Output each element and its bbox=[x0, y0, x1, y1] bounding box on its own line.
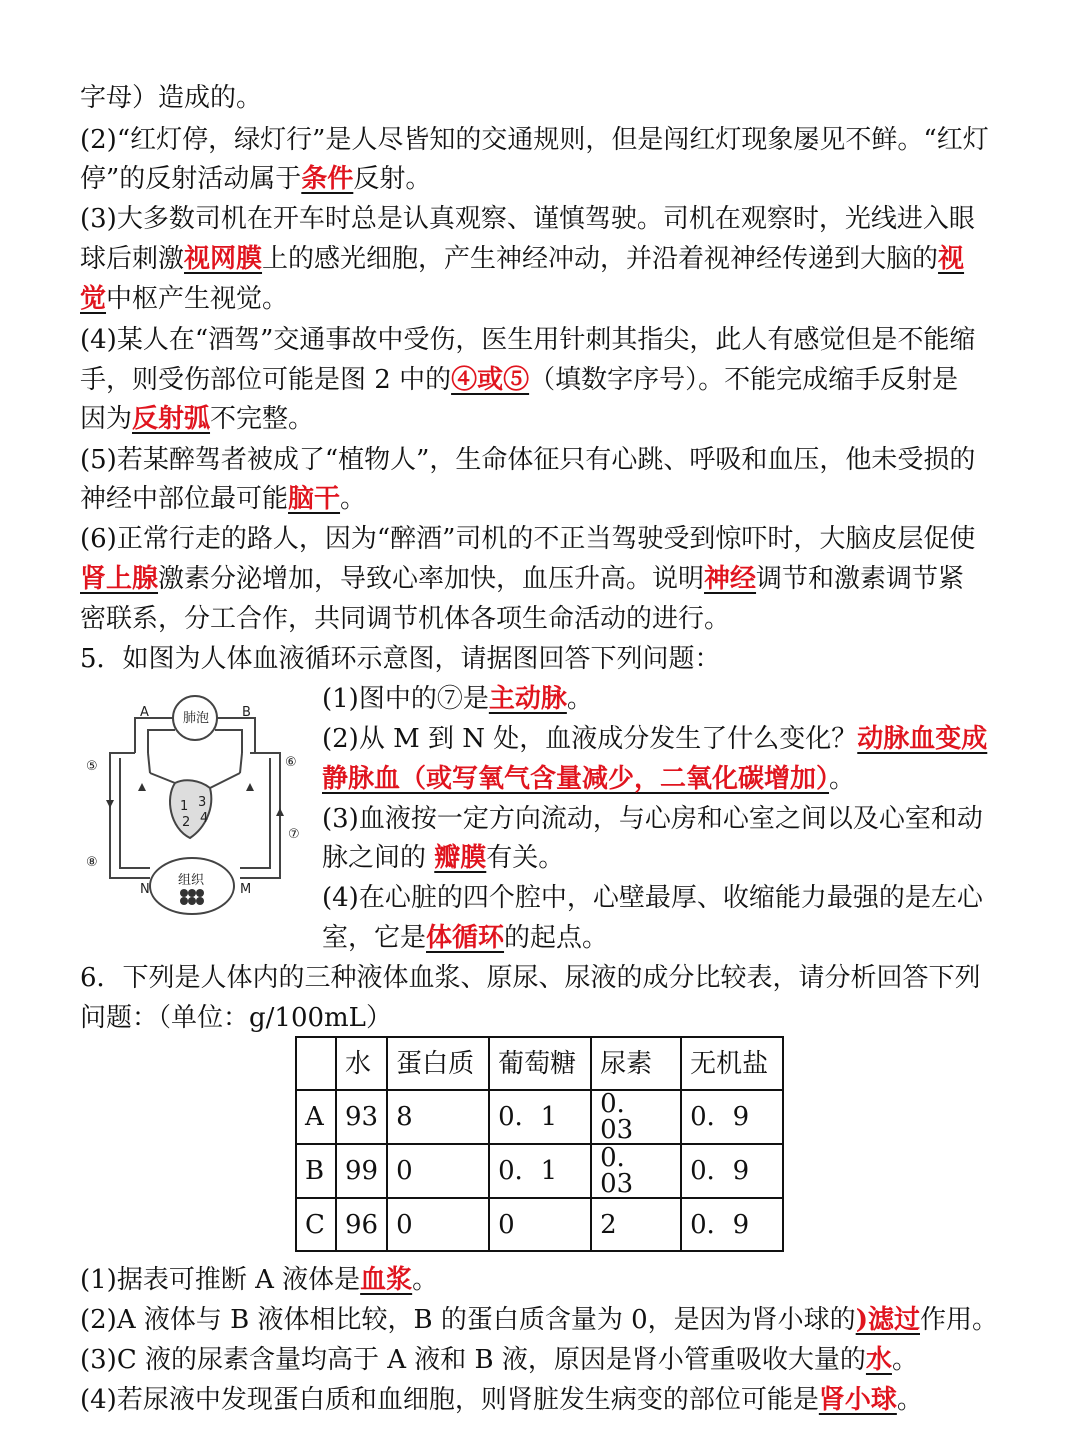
q-text: 。 bbox=[829, 764, 856, 794]
label-m: M bbox=[240, 882, 252, 897]
q3-line-3 bbox=[80, 281, 288, 321]
label-a: A bbox=[140, 705, 149, 720]
table-cell: 93 bbox=[336, 1090, 387, 1144]
table-cell: 0．9 bbox=[681, 1090, 783, 1144]
q5-text: 。 bbox=[340, 484, 367, 514]
answer-text: 肾小球 bbox=[818, 1385, 897, 1415]
p6-q1 bbox=[80, 1262, 438, 1302]
heart-label-2: 2 bbox=[182, 815, 191, 830]
table-cell: A bbox=[296, 1090, 336, 1144]
q-text: (3)C 液的尿素含量均高于 A 液和 B 液，原因是肾小管重吸收大量的 bbox=[80, 1345, 866, 1375]
table-cell: 0．1 bbox=[489, 1144, 591, 1198]
heart-label-4: 4 bbox=[200, 811, 209, 826]
table-cell: 0．03 bbox=[591, 1090, 681, 1144]
p5-title bbox=[80, 641, 721, 681]
q-text: 。 bbox=[891, 1345, 918, 1375]
q5-line-1 bbox=[80, 442, 975, 482]
table-cell: 0．1 bbox=[489, 1090, 591, 1144]
answer-text: 神经 bbox=[704, 564, 757, 594]
p5-q3-line-1 bbox=[322, 801, 983, 841]
question-title: 6．下列是人体内的三种液体血浆、原尿、尿液的成分比较表，请分析回答下列 bbox=[80, 963, 981, 993]
p6-q3 bbox=[80, 1342, 918, 1382]
p5-q4-line-2 bbox=[322, 920, 608, 960]
table-header-row bbox=[296, 1037, 783, 1090]
table-header-cell: 蛋白质 bbox=[387, 1037, 489, 1090]
q3-line-1 bbox=[80, 201, 975, 241]
blood-circulation-diagram bbox=[80, 688, 310, 923]
label-5: ⑤ bbox=[86, 759, 98, 774]
q-text: 。 bbox=[896, 1385, 923, 1415]
answer-text: 肾上腺 bbox=[80, 564, 159, 594]
q-text: 脉之间的 bbox=[322, 843, 435, 873]
q-text: (4)在心脏的四个腔中，心壁最厚、收缩能力最强的是左心 bbox=[322, 883, 983, 913]
p6-title-2 bbox=[80, 1000, 392, 1040]
q-text: 作用。 bbox=[920, 1305, 999, 1335]
q3-text: (3)大多数司机在开车时总是认真观察、谨慎驾驶。司机在观察时，光线进入眼 bbox=[80, 204, 975, 234]
p5-q3-line-2 bbox=[322, 840, 564, 880]
table-cell: 99 bbox=[336, 1144, 387, 1198]
intro-text: 字母）造成的。 bbox=[80, 83, 263, 113]
q6-line-1 bbox=[80, 521, 975, 561]
table-cell: 0 bbox=[387, 1198, 489, 1251]
p6-q4 bbox=[80, 1382, 923, 1422]
answer-text: ④或⑤ bbox=[451, 365, 530, 395]
label-6: ⑥ bbox=[285, 755, 297, 770]
label-7: ⑦ bbox=[288, 827, 300, 842]
q-text: (2)从 M 到 N 处，血液成分发生了什么变化？ bbox=[322, 724, 858, 754]
q-text: 。 bbox=[412, 1265, 439, 1295]
q2-text: 反射。 bbox=[353, 164, 432, 194]
q-text: 有关。 bbox=[486, 843, 565, 873]
composition-table bbox=[295, 1036, 784, 1252]
q4-text: 手，则受伤部位可能是图 2 中的 bbox=[80, 365, 452, 395]
p5-q2-line-1 bbox=[322, 721, 987, 761]
answer-text: 视网膜 bbox=[184, 244, 263, 274]
q-text: 室，它是 bbox=[322, 923, 427, 953]
q-text: (3)血液按一定方向流动，与心房和心室之间以及心室和动 bbox=[322, 804, 983, 834]
table-cell: 0．9 bbox=[681, 1144, 783, 1198]
q-text: 的起点。 bbox=[504, 923, 609, 953]
table-row bbox=[296, 1144, 783, 1198]
q5-line-2 bbox=[80, 481, 366, 521]
answer-text: 血浆 bbox=[360, 1265, 413, 1295]
q4-line-2 bbox=[80, 362, 958, 402]
q5-text: (5)若某醉驾者被成了“植物人”，生命体征只有心跳、呼吸和血压，他未受损的 bbox=[80, 445, 976, 475]
q2-text: (2)“红灯停，绿灯行”是人尽皆知的交通规则，但是闯红灯现象屡见不鲜。“红灯 bbox=[80, 125, 989, 155]
table-header-cell: 尿素 bbox=[591, 1037, 681, 1090]
q4-line-3 bbox=[80, 401, 314, 441]
tissue-label: 组织 bbox=[178, 873, 205, 888]
answer-text: 动脉血变成 bbox=[857, 724, 988, 754]
q4-line-1 bbox=[80, 322, 975, 362]
q-text: (1)据表可推断 A 液体是 bbox=[80, 1265, 361, 1295]
table-cell: B bbox=[296, 1144, 336, 1198]
p6-q2 bbox=[80, 1302, 998, 1342]
q2-line-2 bbox=[80, 161, 431, 201]
q2-line-1 bbox=[80, 122, 989, 162]
answer-text: 瓣膜 bbox=[434, 843, 487, 873]
heart-label-1: 1 bbox=[180, 799, 189, 814]
q3-line-2 bbox=[80, 241, 964, 281]
q6-line-3 bbox=[80, 601, 730, 641]
heart-label-3: 3 bbox=[198, 795, 207, 810]
table-cell: C bbox=[296, 1198, 336, 1251]
question-title: 问题：（单位：g/100mL） bbox=[80, 1003, 392, 1033]
text-line bbox=[80, 80, 262, 120]
table-cell: 2 bbox=[591, 1198, 681, 1251]
table-header-cell: 无机盐 bbox=[681, 1037, 783, 1090]
q6-line-2 bbox=[80, 561, 964, 601]
q6-text: 调节和激素调节紧 bbox=[756, 564, 965, 594]
q-text: (4)若尿液中发现蛋白质和血细胞，则肾脏发生病变的部位可能是 bbox=[80, 1385, 819, 1415]
q-text: (1)图中的⑦是 bbox=[322, 684, 489, 714]
table-row bbox=[296, 1090, 783, 1144]
table-row bbox=[296, 1198, 783, 1251]
answer-text: 静脉血（或写氧气含量减少，二氧化碳增加） bbox=[322, 764, 830, 794]
q2-text: 停”的反射活动属于 bbox=[80, 164, 302, 194]
label-n: N bbox=[140, 882, 150, 897]
answer-text: )滤过 bbox=[855, 1305, 920, 1335]
q-text: (2)A 液体与 B 液体相比较，B 的蛋白质含量为 0，是因为肾小球的 bbox=[80, 1305, 856, 1335]
table-cell: 0．9 bbox=[681, 1198, 783, 1251]
q4-text: 因为 bbox=[80, 404, 133, 434]
answer-text: 脑干 bbox=[288, 484, 341, 514]
q3-text: 中枢产生视觉。 bbox=[106, 284, 289, 314]
q6-text: 激素分泌增加，导致心率加快，血压升高。说明 bbox=[158, 564, 705, 594]
q4-text: (4)某人在“酒驾”交通事故中受伤，医生用针刺其指尖，此人有感觉但是不能缩 bbox=[80, 325, 976, 355]
table-header-cell: 葡萄糖 bbox=[489, 1037, 591, 1090]
q4-text: （填数字序号）。不能完成缩手反射是 bbox=[529, 365, 959, 395]
q4-text: 不完整。 bbox=[210, 404, 315, 434]
answer-text: 水 bbox=[865, 1345, 892, 1375]
table-cell: 0 bbox=[387, 1144, 489, 1198]
p5-q4-line-1 bbox=[322, 880, 983, 920]
p5-q2-line-2 bbox=[322, 761, 855, 801]
table-cell: 96 bbox=[336, 1198, 387, 1251]
answer-text: 体循环 bbox=[426, 923, 505, 953]
answer-text: 反射弧 bbox=[132, 404, 211, 434]
table-cell: 0 bbox=[489, 1198, 591, 1251]
q5-text: 神经中部位最可能 bbox=[80, 484, 289, 514]
table-header-cell bbox=[296, 1037, 336, 1090]
p6-title-1 bbox=[80, 960, 981, 1000]
label-8: ⑧ bbox=[86, 855, 98, 870]
table-cell: 8 bbox=[387, 1090, 489, 1144]
label-b: B bbox=[242, 705, 251, 720]
answer-text: 视 bbox=[938, 244, 965, 274]
answer-text: 条件 bbox=[301, 164, 354, 194]
q-text: 。 bbox=[566, 684, 593, 714]
q6-text: 密联系，分工合作，共同调节机体各项生命活动的进行。 bbox=[80, 604, 731, 634]
lung-label: 肺泡 bbox=[183, 711, 210, 726]
table-cell: 0．03 bbox=[591, 1144, 681, 1198]
question-title: 5．如图为人体血液循环示意图，请据图回答下列问题： bbox=[80, 644, 721, 674]
p5-q1 bbox=[322, 681, 593, 721]
answer-text: 主动脉 bbox=[488, 684, 567, 714]
q6-text: (6)正常行走的路人，因为“醉酒”司机的不正当驾驶受到惊吓时，大脑皮层促使 bbox=[80, 524, 976, 554]
q3-text: 上的感光细胞，产生神经冲动，并沿着视神经传递到大脑的 bbox=[262, 244, 939, 274]
table-header-cell: 水 bbox=[336, 1037, 387, 1090]
answer-text: 觉 bbox=[80, 284, 107, 314]
q3-text: 球后刺激 bbox=[80, 244, 185, 274]
